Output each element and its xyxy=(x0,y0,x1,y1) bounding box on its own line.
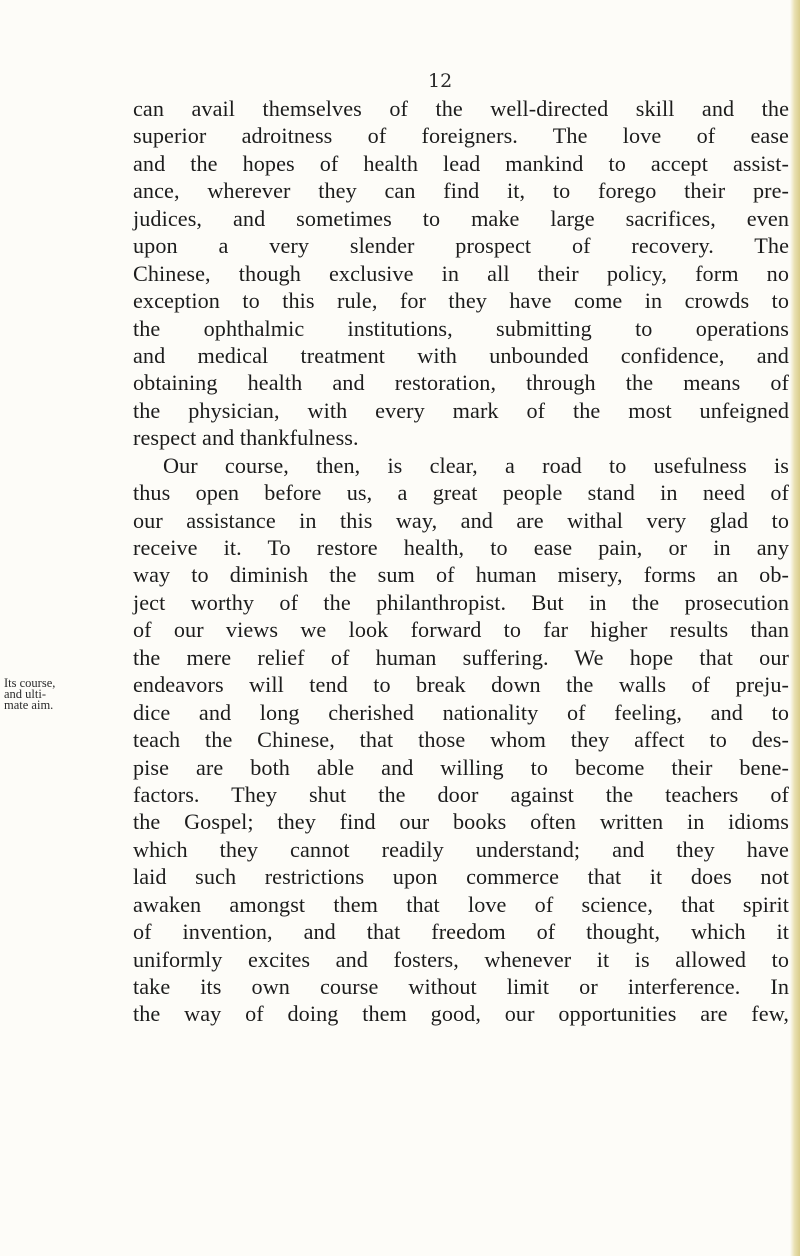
text-line: ance, wherever they can find it, to forego their pre- xyxy=(133,178,789,204)
text-line: exception to this rule, for they have come in crowds to xyxy=(133,288,789,314)
text-line: teach the Chinese, that those whom they affect to des- xyxy=(133,727,789,753)
text-line: the way of doing them good, our opportunities are few, xyxy=(133,1001,789,1027)
text-line: our assistance in this way, and are withal very glad to xyxy=(133,507,789,533)
margin-note xyxy=(4,678,66,711)
text-line: which they cannot readily understand; and they have xyxy=(133,836,789,862)
text-line: respect and thankfulness. xyxy=(133,425,359,451)
text-line: take its own course without limit or interference. In xyxy=(133,974,789,999)
page-edge xyxy=(790,0,800,1256)
text-line: Chinese, though exclusive in all their policy, form no xyxy=(133,260,789,286)
text-line: laid such restrictions upon commerce that it does not xyxy=(133,864,789,890)
text-line: the mere relief of human suffering. We hope that our xyxy=(133,644,789,670)
text-line: obtaining health and restoration, through the means of xyxy=(133,370,789,396)
text-line: and medical treatment with unbounded confidence, and xyxy=(133,342,789,368)
text-line: receive it. To restore health, to ease pain, or in any xyxy=(133,535,789,560)
text-line: factors. They shut the door against the teachers of xyxy=(133,781,789,807)
body-text xyxy=(133,95,789,1028)
text-line: uniformly excites and fosters, whenever it is allowed to xyxy=(133,946,789,972)
text-line: can avail themselves of the well-directed skill and the xyxy=(133,96,789,121)
text-line: dice and long cherished nationality of feeling, and to xyxy=(133,699,789,725)
text-line: the physician, with every mark of the most unfeigned xyxy=(133,397,789,423)
text-line: the Gospel; they find our books often written in idioms xyxy=(133,809,789,835)
margin-note-line: mate aim. xyxy=(4,698,54,712)
text-line: pise are both able and willing to become their bene- xyxy=(133,754,789,780)
text-line: Our course, then, is clear, a road to usefulness is xyxy=(163,452,789,478)
text-line: and the hopes of health lead mankind to accept assist- xyxy=(133,150,789,176)
text-line: way to diminish the sum of human misery, forms an ob- xyxy=(133,562,789,588)
text-line: upon a very slender prospect of recovery. The xyxy=(133,233,789,259)
text-line: the ophthalmic institutions, submitting to operations xyxy=(133,315,789,341)
text-line: of our views we look forward to far higher results than xyxy=(133,617,789,643)
margin-note-line: and ulti- xyxy=(4,687,47,701)
text-line: of invention, and that freedom of thought, which it xyxy=(133,919,789,945)
text-line: ject worthy of the philanthropist. But in the prosecution xyxy=(133,589,789,615)
text-line: superior adroitness of foreigners. The love of ease xyxy=(133,123,789,149)
text-line: thus open before us, a great people stand in need of xyxy=(133,480,789,506)
page-number: 12 xyxy=(428,70,453,92)
text-line: judices, and sometimes to make large sacrifices, even xyxy=(133,205,789,231)
text-line: endeavors will tend to break down the walls of preju- xyxy=(133,672,789,698)
margin-note-line: Its course, xyxy=(4,676,56,690)
text-line: awaken amongst them that love of science, that spirit xyxy=(133,891,789,917)
